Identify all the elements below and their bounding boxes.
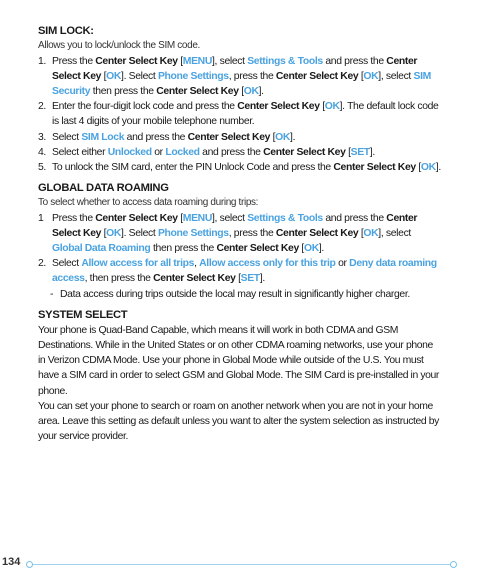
section-desc-global-data-roaming: To select whether to access data roaming during trips: [38, 197, 259, 209]
manual-page [38, 24, 442, 444]
footer-rule [28, 564, 454, 565]
system-select-paragraph-2: You can set your phone to search or roam on another network when you are not in your home area. Leave this setting as default unless you want to alter the system selection as instructed by your service provider. [38, 400, 439, 443]
sim-lock-step-5: 5. To unlock the SIM card, enter the PIN Unlock Code and press the Center Select Key [OK]. [38, 161, 441, 173]
system-select-paragraph-1: Your phone is Quad-Band Capable, which means it will work in both CDMA and GSM Destinations. While in the United States or on other CDMA roaming networks, use your phone in Verizon CDMA Mode. Use your phone in Global Mode while outside of the U.S. You must have a SIM card in order to select GSM and Global Mode. The SIM Card is pre-installed in your phone. [38, 324, 439, 397]
sim-lock-step-4: 4. Select either Unlocked or Locked and press the Center Select Key [SET]. [38, 146, 375, 158]
section-title-global-data-roaming: GLOBAL DATA ROAMING [38, 182, 169, 195]
roaming-note: - Data access during trips outside the local may result in significantly higher charger. [50, 288, 410, 300]
sim-lock-step-2: 2. Enter the four-digit lock code and press the Center Select Key [OK]. The default lock code is last 4 digits of your mobile telephone number. [38, 101, 439, 128]
page-number: 134 [2, 556, 21, 568]
footer-dot-left [26, 561, 33, 568]
section-desc-sim-lock: Allows you to lock/unlock the SIM code. [38, 40, 200, 51]
roaming-step-2: 2. Select Allow access for all trips, Allow access only for this trip or Deny data roaming access, then press the Center Select Key [SET]. [38, 258, 437, 285]
roaming-step-1: 1 Press the Center Select Key [MENU], select Settings & Tools and press the Center Select Key [OK]. Select Phone Settings, press the Center Select Key [OK], select Global Data Roaming then press the Center Select Key [OK]. [38, 212, 418, 255]
section-title-sim-lock: SIM LOCK: [38, 25, 94, 37]
footer-dot-right [450, 561, 457, 568]
sim-lock-step-3: 3. Select SIM Lock and press the Center Select Key [OK]. [38, 131, 296, 143]
section-title-system-select: SYSTEM SELECT [38, 308, 128, 321]
sim-lock-step-1: 1. Press the Center Select Key [MENU], select Settings & Tools and press the Center Select Key [OK]. Select Phone Settings, press the Center Select Key [OK], select SIM Security then press the Center Select Key [OK]. [38, 55, 431, 97]
